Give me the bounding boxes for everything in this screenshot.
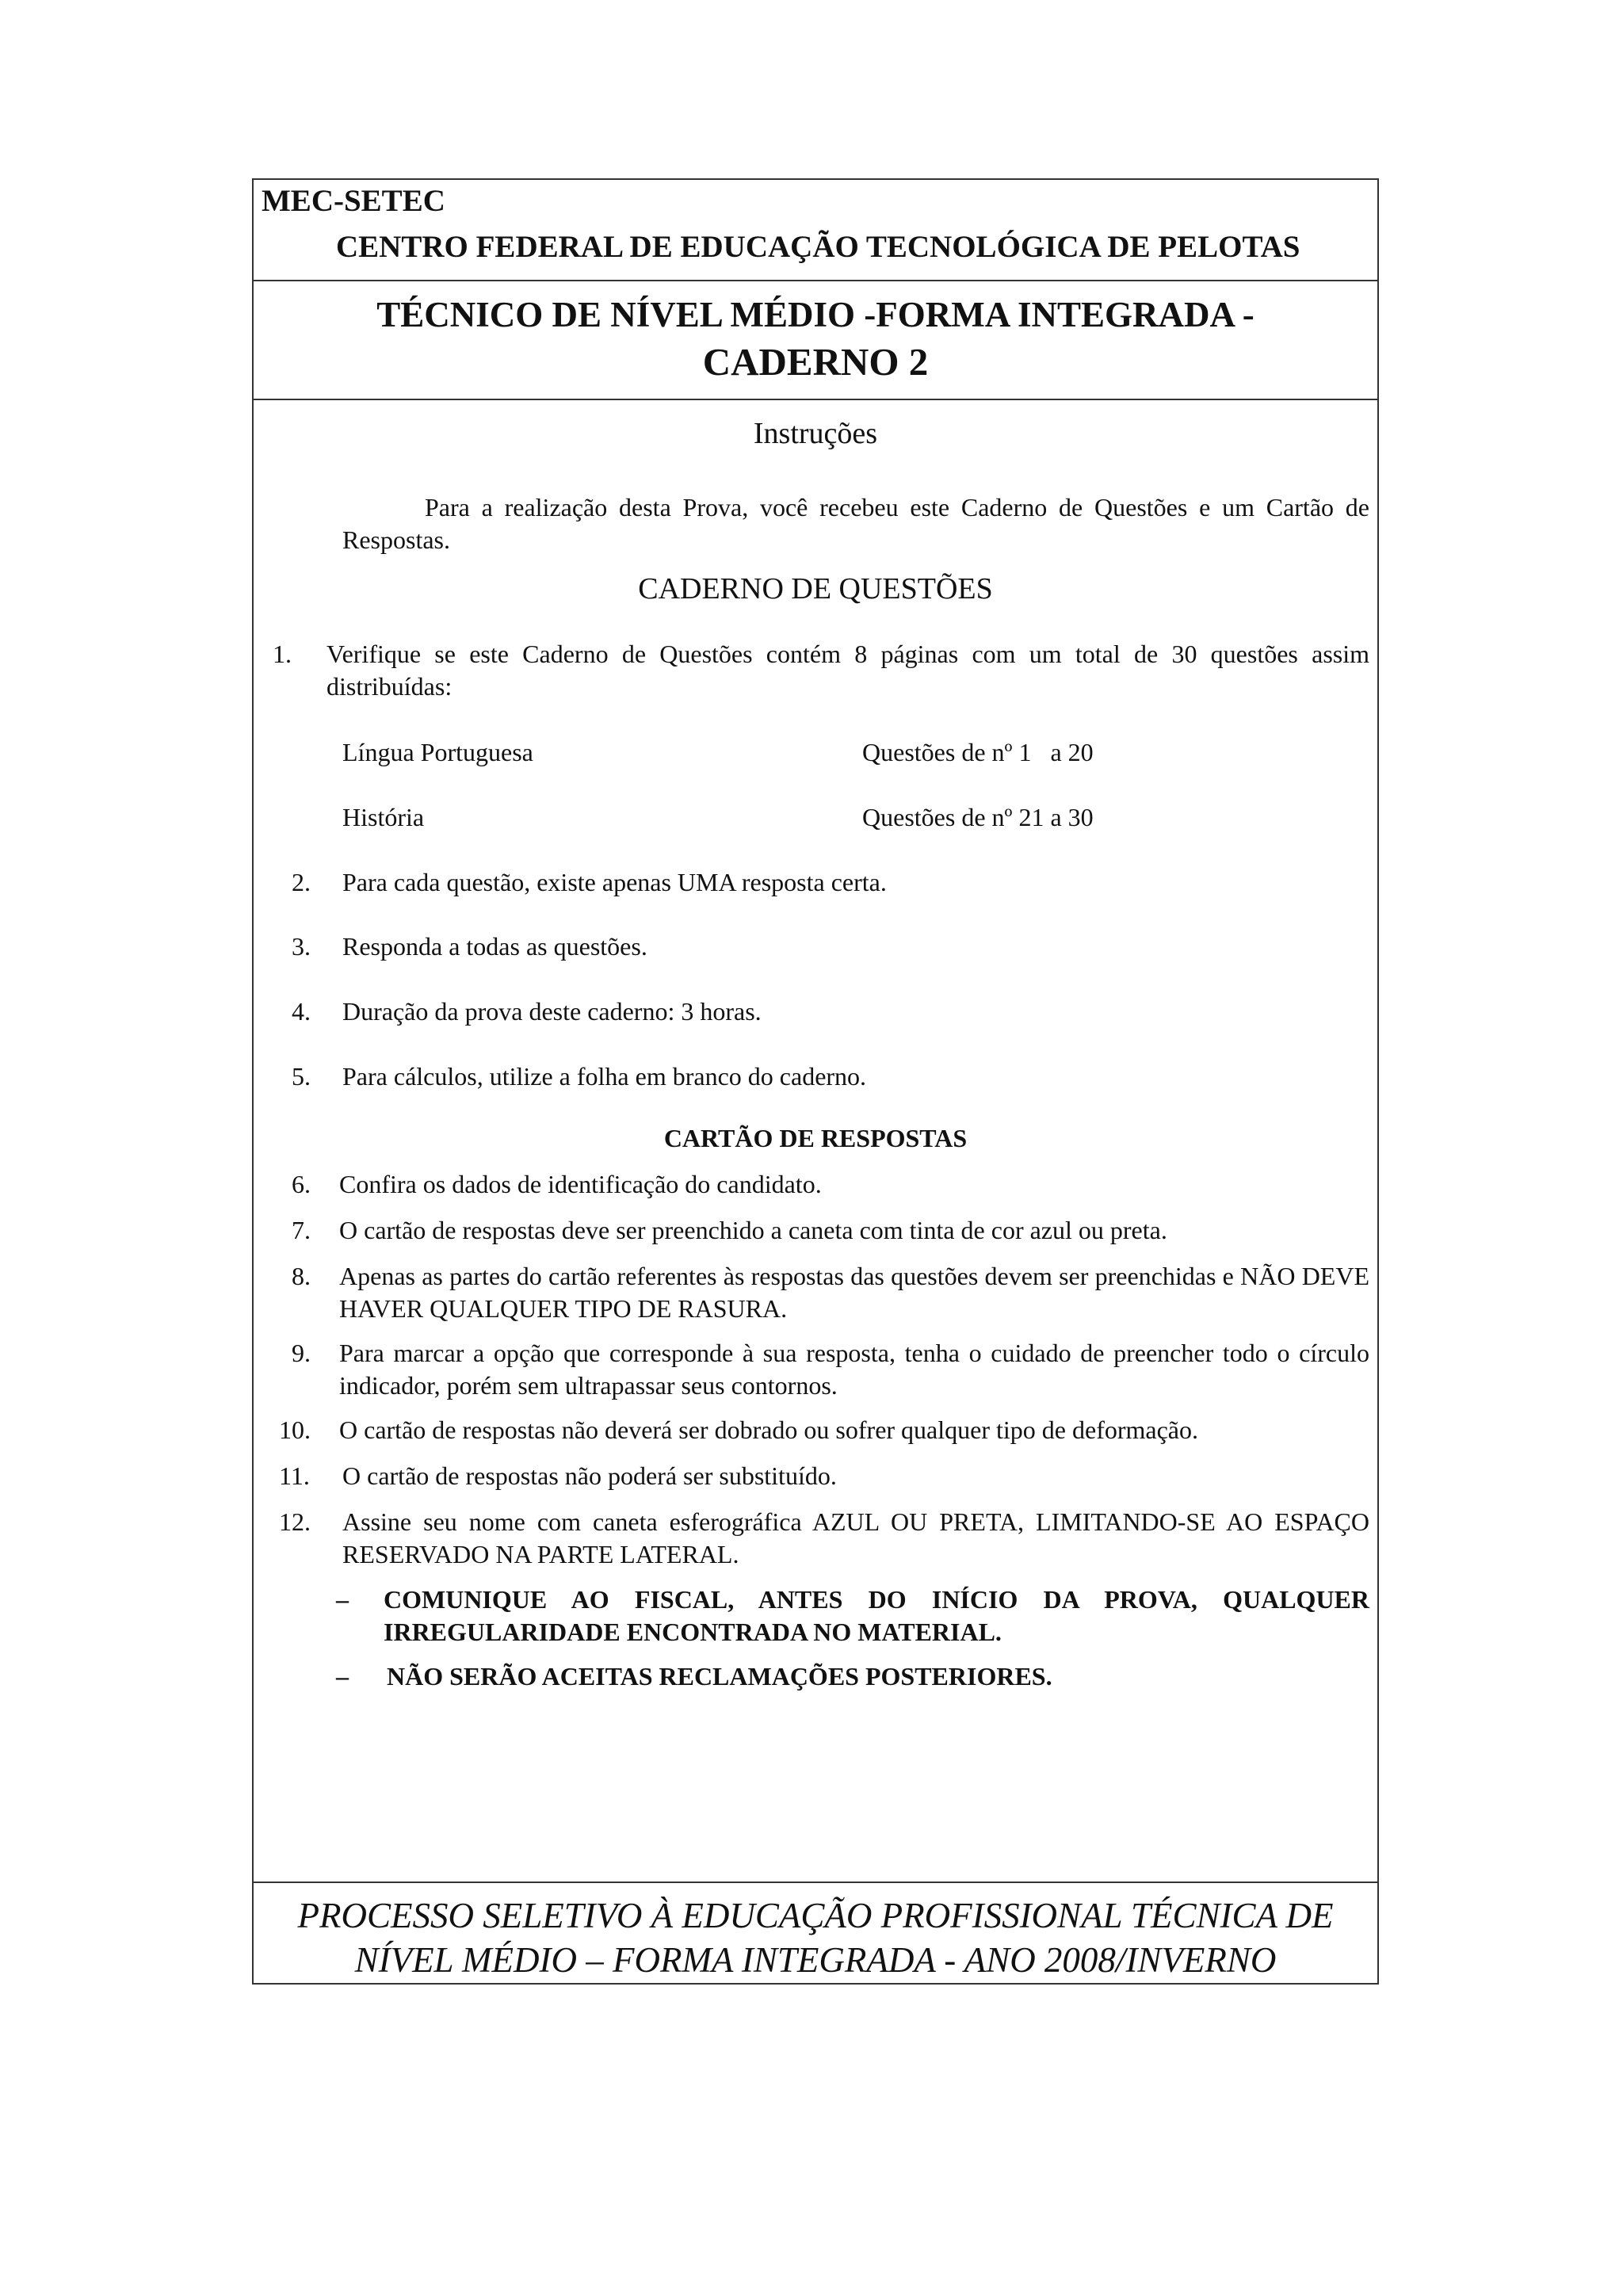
item-8-number: 8.: [292, 1262, 311, 1290]
item-10-number: 10.: [279, 1415, 311, 1444]
warning-1-dash: –: [336, 1585, 349, 1614]
item-2-text: Para cada questão, existe apenas UMA resposta certa.: [342, 868, 887, 896]
divider-header: [254, 280, 1377, 281]
distribution-range-portuguese: Questões de nº 1 a 20: [862, 738, 1094, 766]
exam-cover-frame: [252, 178, 1379, 1985]
warning-2-text: NÃO SERÃO ACEITAS RECLAMAÇÕES POSTERIORES.: [387, 1662, 1052, 1690]
item-5-text: Para cálculos, utilize a folha em branco do caderno.: [342, 1062, 867, 1091]
item-7-number: 7.: [292, 1216, 311, 1244]
item-4-number: 4.: [292, 997, 311, 1026]
item-3-number: 3.: [292, 932, 311, 961]
footer-line2: NÍVEL MÉDIO – FORMA INTEGRADA - ANO 2008/INVERNO: [354, 1940, 1277, 1980]
warning-2-dash: –: [336, 1662, 349, 1690]
institution-name: CENTRO FEDERAL DE EDUCAÇÃO TECNOLÓGICA DE PELOTAS: [336, 230, 1300, 264]
distribution-subject-history: História: [342, 803, 425, 831]
instructions-intro: Para a realização desta Prova, você recebeu este Caderno de Questões e um Cartão de Respostas.: [342, 493, 1369, 554]
exam-title-line2: CADERNO 2: [702, 340, 929, 384]
item-10-text: O cartão de respostas não deverá ser dobrado ou sofrer qualquer tipo de deformação.: [339, 1415, 1198, 1444]
instructions-heading: Instruções: [753, 417, 878, 450]
item-4-text: Duração da prova deste caderno: 3 horas.: [342, 997, 762, 1026]
item-5-number: 5.: [292, 1062, 311, 1091]
exam-title-line1: TÉCNICO DE NÍVEL MÉDIO -FORMA INTEGRADA -: [376, 295, 1254, 334]
item-8-text: Apenas as partes do cartão referentes às respostas das questões devem ser preenchidas e NÃO DEVE HAVER QUALQUER TIPO DE RASURA.: [339, 1262, 1369, 1323]
item-11-text: O cartão de respostas não poderá ser substituído.: [342, 1461, 837, 1490]
item-1-number: 1.: [273, 640, 292, 668]
item-7-text: O cartão de respostas deve ser preenchido a caneta com tinta de cor azul ou preta.: [339, 1216, 1167, 1244]
org-name: MEC-SETEC: [262, 184, 445, 218]
footer-line1: PROCESSO SELETIVO À EDUCAÇÃO PROFISSIONAL TÉCNICA DE: [297, 1896, 1334, 1935]
distribution-range-history: Questões de nº 21 a 30: [862, 803, 1094, 831]
item-9-text: Para marcar a opção que corresponde à sua resposta, tenha o cuidado de preencher todo o círculo indicador, porém sem ultrapassar seus contornos.: [339, 1339, 1369, 1400]
item-6-text: Confira os dados de identificação do candidato.: [339, 1170, 822, 1198]
item-3-text: Responda a todas as questões.: [342, 932, 647, 961]
item-2-number: 2.: [292, 868, 311, 896]
item-9-number: 9.: [292, 1339, 311, 1367]
item-6-number: 6.: [292, 1170, 311, 1198]
item-12-text: Assine seu nome com caneta esferográfica AZUL OU PRETA, LIMITANDO-SE AO ESPAÇO RESERVADO NA PARTE LATERAL.: [342, 1507, 1369, 1568]
item-1-text: Verifique se este Caderno de Questões contém 8 páginas com um total de 30 questões assim distribuídas:: [327, 640, 1369, 701]
section-questions-heading: CADERNO DE QUESTÕES: [638, 572, 993, 606]
divider-title: [254, 399, 1377, 400]
item-11-number: 11.: [279, 1461, 310, 1490]
warning-1-text: COMUNIQUE AO FISCAL, ANTES DO INÍCIO DA PROVA, QUALQUER IRREGULARIDADE ENCONTRADA NO MATERIAL.: [384, 1585, 1369, 1646]
section-answer-card-heading: CARTÃO DE RESPOSTAS: [663, 1124, 968, 1152]
divider-footer: [254, 1881, 1377, 1883]
item-12-number: 12.: [279, 1507, 311, 1536]
distribution-subject-portuguese: Língua Portuguesa: [342, 738, 533, 766]
